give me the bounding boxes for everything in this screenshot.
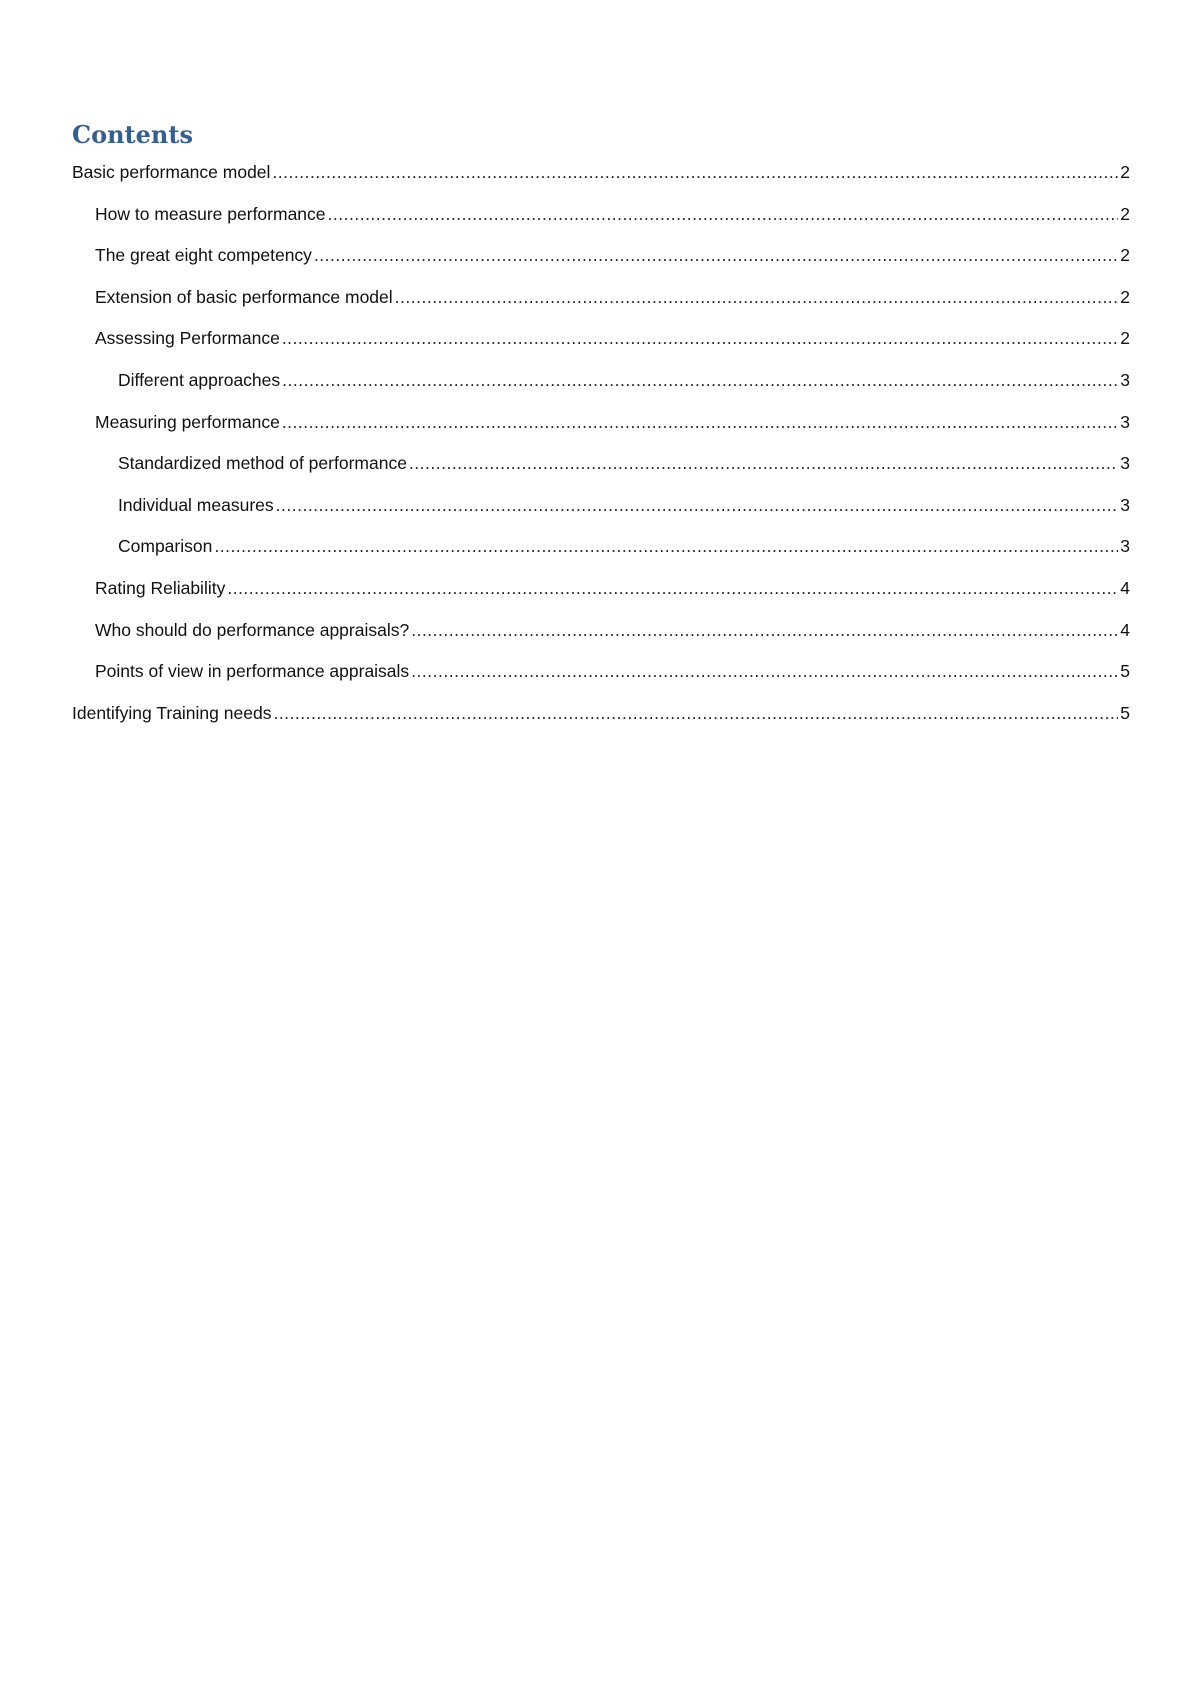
toc-entry-page-number[interactable]: 4 xyxy=(1120,577,1130,598)
toc-leader-dots xyxy=(395,287,1118,307)
toc-entry[interactable] xyxy=(72,578,1130,620)
toc-entry-page-number[interactable]: 3 xyxy=(1120,411,1130,432)
toc-leader-dots xyxy=(409,453,1118,473)
toc-entry-page-number[interactable]: 3 xyxy=(1120,494,1130,515)
toc-entry-page-number[interactable]: 2 xyxy=(1120,203,1130,224)
toc-entry-page-number[interactable]: 2 xyxy=(1120,162,1130,182)
toc-entry[interactable] xyxy=(72,328,1130,370)
toc-leader-dots xyxy=(272,162,1118,182)
toc-entry-page-number[interactable]: 2 xyxy=(1120,286,1130,307)
toc-entry-label[interactable]: Who should do performance appraisals? xyxy=(95,619,410,640)
toc-entry-label[interactable]: Comparison xyxy=(118,536,213,557)
toc-entry-label[interactable]: Different approaches xyxy=(118,369,281,390)
toc-entry[interactable] xyxy=(72,620,1130,662)
toc-entry-label[interactable]: Assessing Performance xyxy=(95,328,280,349)
toc-entry[interactable] xyxy=(72,204,1130,246)
toc-leader-dots xyxy=(282,370,1118,390)
toc-leader-dots xyxy=(276,495,1118,515)
toc-entry[interactable] xyxy=(72,412,1130,454)
toc-leader-dots xyxy=(214,536,1118,556)
toc-leader-dots xyxy=(411,661,1118,681)
toc-entry-page-number[interactable]: 3 xyxy=(1120,536,1130,557)
toc-entry[interactable] xyxy=(72,495,1130,537)
toc-entry-label[interactable]: Measuring performance xyxy=(95,411,280,432)
toc-leader-dots xyxy=(282,412,1118,432)
toc-leader-dots xyxy=(282,328,1118,348)
toc-entry-label[interactable]: Basic performance model xyxy=(72,162,271,182)
toc-entry[interactable] xyxy=(72,162,1130,204)
toc-leader-dots xyxy=(227,578,1118,598)
toc-entry-label[interactable]: Rating Reliability xyxy=(95,577,226,598)
toc-leader-dots xyxy=(314,245,1118,265)
toc-entry-label[interactable]: Identifying Training needs xyxy=(72,702,272,723)
toc-entry[interactable] xyxy=(72,453,1130,495)
toc-entry-label[interactable]: Extension of basic performance model xyxy=(95,286,393,307)
toc-leader-dots xyxy=(273,703,1118,723)
toc-entry[interactable] xyxy=(72,287,1130,329)
toc-entry-page-number[interactable]: 3 xyxy=(1120,369,1130,390)
toc-entry[interactable] xyxy=(72,370,1130,412)
toc-entry[interactable] xyxy=(72,661,1130,703)
toc-entry-label[interactable]: Points of view in performance appraisals xyxy=(95,661,410,682)
toc-entry-page-number[interactable]: 2 xyxy=(1120,245,1130,266)
table-of-contents xyxy=(72,162,1130,744)
toc-entry-label[interactable]: The great eight competency xyxy=(95,245,312,266)
toc-entry-label[interactable]: Standardized method of performance xyxy=(118,453,407,474)
toc-entry-page-number[interactable]: 3 xyxy=(1120,453,1130,474)
toc-entry-label[interactable]: Individual measures xyxy=(118,494,274,515)
toc-entry[interactable] xyxy=(72,245,1130,287)
toc-entry[interactable] xyxy=(72,536,1130,578)
toc-leader-dots xyxy=(411,620,1118,640)
toc-entry-label[interactable]: How to measure performance xyxy=(95,203,326,224)
toc-entry-page-number[interactable]: 5 xyxy=(1120,702,1130,723)
toc-heading: Contents xyxy=(72,120,193,149)
toc-entry[interactable] xyxy=(72,703,1130,745)
toc-leader-dots xyxy=(328,204,1118,224)
toc-entry-page-number[interactable]: 2 xyxy=(1120,328,1130,349)
toc-entry-page-number[interactable]: 5 xyxy=(1120,661,1130,682)
toc-entry-page-number[interactable]: 4 xyxy=(1120,619,1130,640)
